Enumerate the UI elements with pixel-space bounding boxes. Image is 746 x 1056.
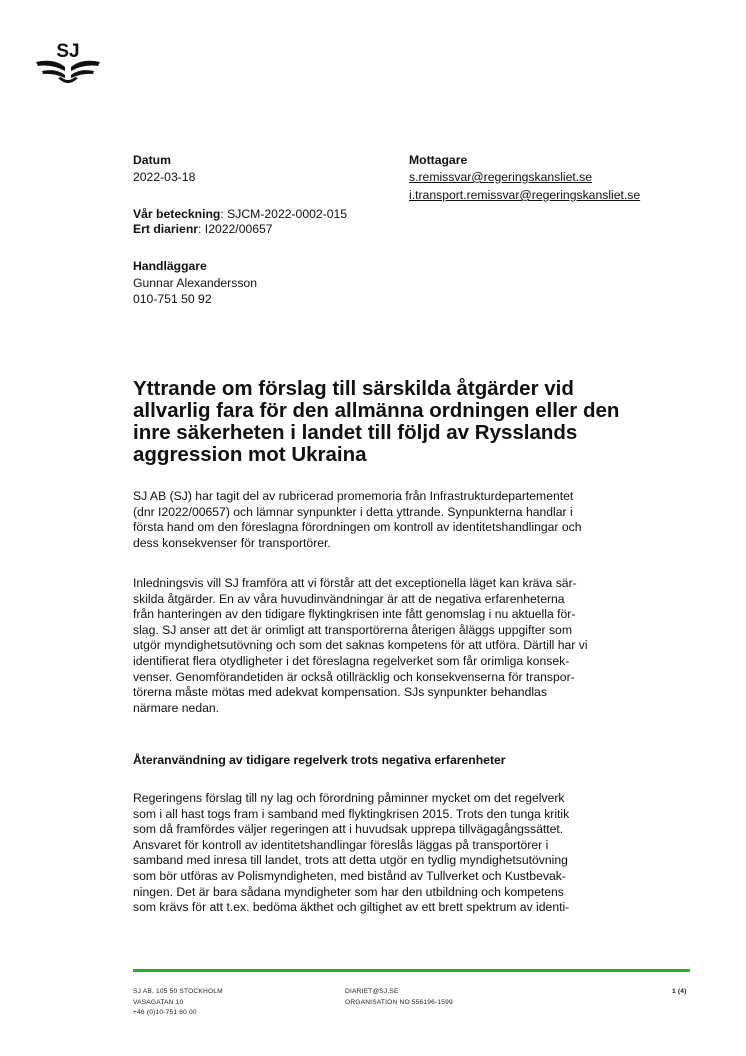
text-line: Regeringens förslag till ny lag och förordning påminner mycket om det regelverk [133, 791, 565, 805]
footer-address [133, 987, 223, 1019]
text-line: från hanteringen av den tidigare flyktingkrisen inte fått genomslag i nu aktuella för- [133, 607, 576, 622]
paragraph [133, 576, 653, 716]
logo-text: SJ [56, 41, 80, 62]
our-reference [133, 207, 347, 223]
paragraph [133, 489, 653, 551]
recipient-email-link[interactable]: i.transport.remissvar@regeringskansliet.se [409, 188, 641, 202]
text-line: som då framfördes väljer regeringen att i huvudsak upprepa tillvägagångssättet. [133, 822, 564, 837]
date-value: 2022-03-18 [133, 170, 196, 184]
our-reference-value: : SJCM-2022-0002-015 [220, 207, 348, 221]
sj-logo [34, 40, 102, 86]
footer-contact-line: DIARIET@SJ.SE [345, 988, 399, 995]
handler-name: Gunnar Alexandersson [133, 276, 257, 290]
text-line: Ansvaret för kontroll av identitetshandlingar föreslås läggas på transportörer i [133, 837, 549, 852]
document-title: Yttrande om förslag till särskilda åtgärder vid allvarlig fara för den allmänna ordningen eller den inre säkerheten i landet till följd av Rysslands aggression mot Ukraina [133, 377, 620, 466]
text-line: törerna måste mötas med adekvat kompensation. SJs synpunkter behandlas [133, 685, 547, 700]
footer-address-line: SJ AB, 105 50 STOCKHOLM [133, 988, 223, 995]
their-reference [133, 222, 273, 238]
our-reference-label: Vår beteckning [133, 207, 221, 221]
handler-label: Handläggare [133, 259, 207, 273]
text-line: identifierat flera otydligheter i det föreslagna regelverket som får orimliga konsek- [133, 653, 570, 668]
text-line: venser. Genomförandetiden är också otillräcklig och konsekvenserna för transpor- [133, 669, 575, 684]
text-line: skilda åtgärder. En av våra huvudinvändningar är att de negativa erfarenheterna [133, 591, 565, 606]
text-line: slag. SJ anser att det är orimligt att transportörerna återigen åläggs uppgifter som [133, 622, 572, 637]
section-heading: Återanvändning av tidigare regelverk trots negativa erfarenheter [133, 753, 506, 767]
footer-contact-line: ORGANISATION NO 556196-1599 [345, 998, 453, 1006]
handler-phone: 010-751 50 92 [133, 292, 212, 306]
text-line: Inledningsvis vill SJ framföra att vi förstår att det exceptionella läget kan kräva sär- [133, 576, 577, 590]
date-label: Datum [133, 153, 171, 167]
text-line: utgör myndighetsutövning och som det saknas kompetens för att utföra. Därtill har vi [133, 638, 588, 653]
their-reference-value: : I2022/00657 [198, 222, 273, 236]
recipient-email-link[interactable]: s.remissvar@regeringskansliet.se [409, 170, 593, 184]
text-line: dess konsekvenser för transportörer. [133, 535, 331, 550]
text-line: närmare nedan. [133, 700, 220, 715]
sj-wings-logo-icon [34, 40, 102, 86]
page-number: 1 (4) [672, 988, 687, 995]
text-line: SJ AB (SJ) har tagit del av rubricerad promemoria från Infrastrukturdepartementet [133, 489, 574, 503]
text-line: som bör utföras av Polismyndigheten, med bistånd av Tullverket och Kustbevak- [133, 868, 566, 883]
text-line: som i all hast togs fram i samband med flyktingkrisen 2015. Trots den tunga kritik [133, 806, 570, 821]
text-line: som krävs för att t.ex. bedöma äkthet och giltighet av ett brett spektrum av identi- [133, 900, 570, 915]
footer-address-line: +46 (0)10-751 60 00 [133, 1009, 197, 1016]
footer-divider [133, 969, 690, 972]
text-line: första hand om den föreslagna förordningen om kontroll av identitetshandlingar och [133, 520, 582, 535]
footer-address-line: VASAGATAN 10 [133, 998, 184, 1006]
text-line: ningen. Det är bara sådana myndigheter som har den utbildning och kompetens [133, 884, 564, 899]
text-line: (dnr I2022/00657) och lämnar synpunkter i detta yttrande. Synpunkterna handlar i [133, 504, 573, 519]
paragraph [133, 791, 653, 916]
their-reference-label: Ert diarienr [133, 222, 199, 236]
footer-contact [345, 987, 453, 1008]
text-line: samband med inresa till landet, trots att detta utgör en tydlig myndighetsutövning [133, 853, 568, 868]
recipient-label: Mottagare [409, 153, 468, 167]
